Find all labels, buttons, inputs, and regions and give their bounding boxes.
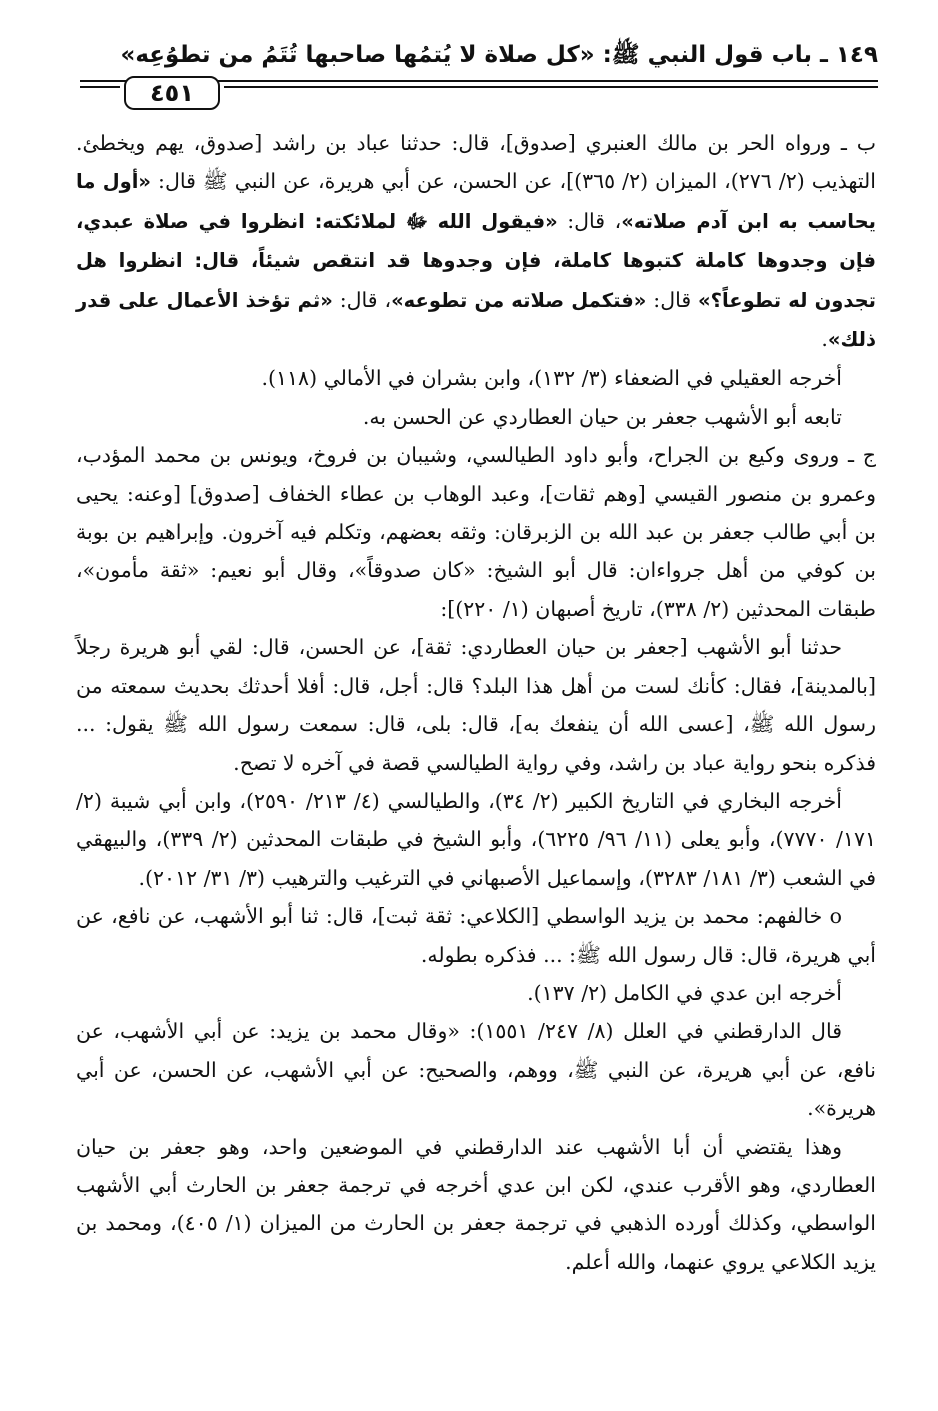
text-segment: ، قال:: [557, 208, 622, 233]
hadith-text: «أول ما يحاسب به ابن آدم صلاته»: [76, 170, 876, 233]
paragraph: [76, 1128, 876, 1282]
text-segment: .: [821, 327, 828, 352]
text-segment: وهذا يقتضي أن أبا الأشهب عند الدارقطني في الموضعين واحد، وهو جعفر بن حيان العطاردي، وهو الأقرب عندي، لكن ابن عدي أخرجه في ترجمة جعفر بن الحارث أبي الأشهب الواسطي، وكذلك أورده الذهبي في ترجمة جعفر بن الحارث من الميزان (١/ ٤٠٥)، ومحمد بن يزيد الكلاعي يروي عنهما، والله أعلم.: [76, 1134, 876, 1274]
paragraph: [76, 398, 876, 436]
running-head: ١٤٩ ـ باب قول النبي ﷺ: «كل صلاة لا يُتمُها صاحبها تُتَمُ من تطوُعِه»: [120, 42, 878, 68]
text-segment: أخرجه البخاري في التاريخ الكبير (٢/ ٣٤)، والطيالسي (٤/ ٢١٣/ ٢٥٩٠)، وابن أبي شيبة (٢/ ١٧١/ ٧٧٧٠)، وأبو يعلى (١١/ ٩٦/ ٦٢٢٥)، وأبو الشيخ في طبقات المحدثين (٢/ ٣٣٩)، والبيهقي في الشعب (٣/ ١٨١/ ٣٢٨٣)، وإسماعيل الأصبهاني في الترغيب والترهيب (٣/ ٣١/ ٢٠١٢).: [76, 788, 876, 890]
paragraph: [76, 1012, 876, 1127]
text-segment: o خالفهم: محمد بن يزيد الواسطي [الكلاعي: ثقة ثبت]، قال: ثنا أبو الأشهب، عن نافع، عن أبي هريرة، قال: قال رسول الله ﷺ: ... فذكره بطوله.: [76, 904, 876, 967]
text-segment: قال:: [646, 287, 699, 312]
text-segment: ، قال:: [332, 287, 392, 312]
paragraph: [76, 124, 876, 359]
text-segment: أخرجه العقيلي في الضعفاء (٣/ ١٣٢)، وابن بشران في الأمالي (١١٨).: [261, 366, 842, 391]
text-segment: تابعه أبو الأشهب جعفر بن حيان العطاردي عن الحسن به.: [362, 404, 842, 429]
page-header: [80, 36, 878, 108]
paragraph: [76, 628, 876, 782]
text-segment: حدثنا أبو الأشهب [جعفر بن حيان العطاردي: ثقة]، عن الحسن، قال: لقي أبو هريرة رجلاً [بالمدينة]، فقال: كأنك لست من أهل هذا البلد؟ قال: أجل، قال: أفلا أحدثك بحديث سمعته من رسول الله ﷺ، [عسى الله أن ينفعك به]، قال: بلى، قال: سمعت رسول الله ﷺ يقول: ... فذكره بنحو رواية عباد بن راشد، وفي رواية الطيالسي قصة في آخره لا تصح.: [76, 635, 876, 775]
text-segment: قال الدارقطني في العلل (٨/ ٢٤٧/ ١٥٥١): «وقال محمد بن يزيد: عن أبي الأشهب، عن نافع، عن أبي هريرة، عن النبي ﷺ، ووهم، والصحيح: عن أبي الأشهب، عن الحسن، عن أبي هريرة».: [76, 1019, 876, 1121]
paragraph: [76, 436, 876, 628]
text-segment: ج ـ وروى وكيع بن الجراح، وأبو داود الطيالسي، وشيبان بن فروخ، ويونس بن محمد المؤدب، وعمرو بن منصور القيسي [وهم ثقات]، وعبد الوهاب بن عطاء الخفاف [صدوق] [وعنه: يحيى بن أبي طالب جعفر بن عبد الله بن الزبرقان: وثقه بعضهم، وتكلم فيه آخرون. وإبراهيم بن بوبة بن كوفي من أهل جرواءان: قال أبو الشيخ: «كان صدوقاً»، وقال أبو نعيم: «ثقة مأمون»، طبقات المحدثين (٢/ ٣٣٨)، تاريخ أصبهان (١/ ٢٢٠)]:: [76, 443, 876, 621]
hadith-text: «ثم تؤخذ الأعمال على قدر ذلك»: [76, 288, 876, 352]
page-body: [76, 124, 876, 1281]
paragraph: [76, 974, 876, 1012]
header-rule-left: [80, 86, 120, 88]
paragraph: [76, 782, 876, 897]
hadith-text: «فيقول الله ﷻ لملائكته: انظروا في صلاة عبدي، فإن وجدوها كاملة كتبوها كاملة، فإن وجدوها قد انتقص شيئاً، قال: انظروا هل تجدون له تطوعاً؟»: [76, 209, 876, 312]
text-segment: ب ـ ورواه الحر بن مالك العنبري [صدوق]، قال: حدثنا عباد بن راشد [صدوق، يهم ويخطئ. التهذيب (٢/ ٢٧٦)، الميزان (٢/ ٣٦٥)]، عن الحسن، عن أبي هريرة، عن النبي ﷺ قال:: [76, 131, 876, 194]
header-rule-right: [224, 86, 878, 88]
page-number: ٤٥١: [124, 76, 220, 110]
paragraph: [76, 359, 876, 397]
text-segment: أخرجه ابن عدي في الكامل (٢/ ١٣٧).: [527, 980, 842, 1005]
hadith-text: «فتكمل صلاته من تطوعه»: [391, 288, 647, 312]
paragraph: [76, 897, 876, 974]
